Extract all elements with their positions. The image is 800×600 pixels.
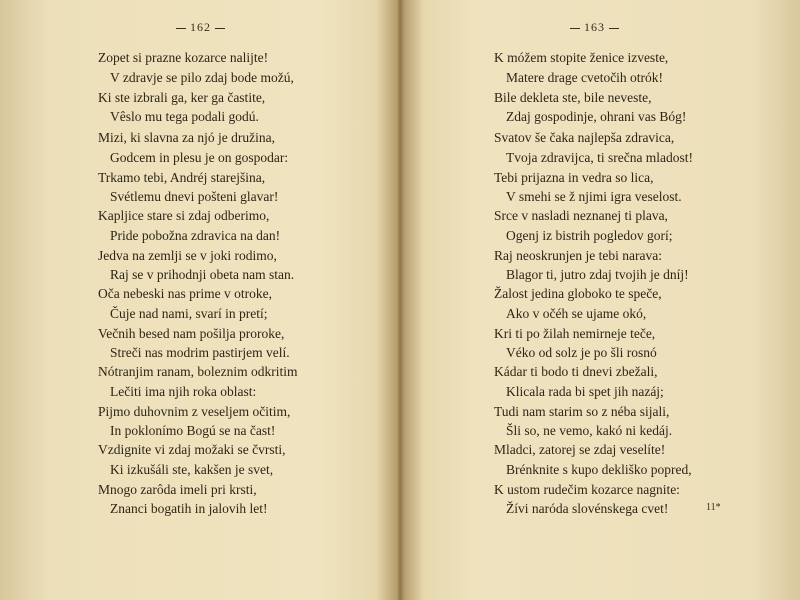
left-stanza [98,362,297,441]
verse-line: K móžem stopite ženice izveste, [494,50,669,65]
verse-line: Žalost jedina globoko te speče, [494,286,662,301]
verse-line: Blagor ti, jutro zdaj tvojih je dníj! [506,267,689,283]
right-stanza [494,440,692,519]
verse-line: Oča nebeski nas prime v otroke, [98,286,272,301]
verse-line: Raj neoskrunjen je tebi narava: [494,247,662,263]
verse-line: Zopet si prazne kozarce nalijte! [98,50,269,65]
verse-line: Ogenj iz bistrih pogledov gorí; [506,227,673,243]
verse-line: Bile dekleta ste, bile neveste, [494,89,652,105]
verse-line: Tvoja zdravijca, ti srečna mladost! [506,149,694,165]
right-stanza [494,362,672,441]
verse-line: Klicala rada bi spet jih nazáj; [506,383,664,399]
verse-line: Čuje nad nami, svarí in pretí; [110,305,268,321]
verse-line: Matere drage cvetočih otrók! [506,69,664,85]
page-number-left: 162 [172,20,229,35]
verse-line: Šli so, ne vemo, kakó ni kedáj. [506,423,673,439]
verse-line: Lečiti ima njih roka oblast: [110,383,257,399]
verse-line: Vêslo mu tega podali godú. [110,109,259,125]
left-stanza [98,206,294,285]
verse-line: V zdravje se pilo zdaj bode možú, [110,69,294,85]
verse-line: Streči nas modrim pastirjem velí. [110,345,290,361]
right-stanza [494,128,693,207]
left-stanza [98,48,294,127]
verse-line: Mladci, zatorej se zdaj veselíte! [494,442,666,457]
verse-line: Tudi nam starim so z néba sijali, [494,403,670,419]
verse-line: K ustom rudečim kozarce nagnite: [494,481,680,497]
verse-line: Žívi naróda slovénskega cvet! [506,501,669,517]
verse-line: Trkamo tebi, Andréj starejšina, [98,169,266,185]
verse-line: Kádar ti bodo ti dnevi zbežali, [494,364,658,379]
verse-line: Pride pobožna zdravica na dan! [110,227,281,243]
verse-line: Mnogo zarôda imeli pri krsti, [98,481,257,497]
verse-line: Srce v nasladi neznanej ti plava, [494,208,668,223]
verse-line: Kri ti po žilah nemirneje teče, [494,325,656,341]
verse-line: Tebi prijazna in vedra so lica, [494,169,654,185]
left-stanza [98,284,290,363]
verse-line: V smehi se ž njimi igra veselost. [506,189,682,205]
verse-line: Pijmo duhovnim z veseljem očitim, [98,403,291,419]
verse-line: Ako v očéh se ujame okó, [506,305,647,321]
left-stanza [98,440,285,519]
verse-line: Svatov še čaka najlepša zdravica, [494,130,675,145]
verse-line: Kapljice stare si zdaj odberimo, [98,208,270,223]
signature-mark: 11* [706,502,721,513]
verse-line: Véko od solz je po šli rosnó [506,345,657,361]
verse-line: Vzdignite vi zdaj možaki se čvrsti, [98,442,286,457]
verse-line: Zdaj gospodinje, ohrani vas Bóg! [506,109,687,125]
verse-line: Jedva na zemlji se v joki rodimo, [98,247,277,263]
verse-line: Brénknite s kupo dekliško popred, [506,461,692,477]
verse-line: In poklonímo Bogú se na čast! [110,423,276,439]
verse-line: Svétlemu dnevi pošteni glavar! [110,189,279,205]
verse-line: Večnih besed nam pošilja proroke, [98,325,285,341]
page-number-right: 163 [566,20,623,35]
verse-line: Ki ste izbrali ga, ker ga častite, [98,89,266,105]
left-stanza [98,128,288,207]
right-stanza [494,206,689,285]
right-stanza [494,284,662,363]
right-stanza [494,48,686,127]
verse-line: Raj se v prihodnji obeta nam stan. [110,267,295,283]
verse-line: Mizi, ki slavna za njó je družina, [98,130,275,145]
verse-line: Znanci bogatih in jalovih let! [110,501,268,517]
verse-line: Nótranjim ranam, boleznim odkritim [98,364,298,379]
verse-line: Ki izkušáli ste, kakšen je svet, [110,461,274,477]
verse-line: Godcem in plesu je on gospodar: [110,149,289,165]
